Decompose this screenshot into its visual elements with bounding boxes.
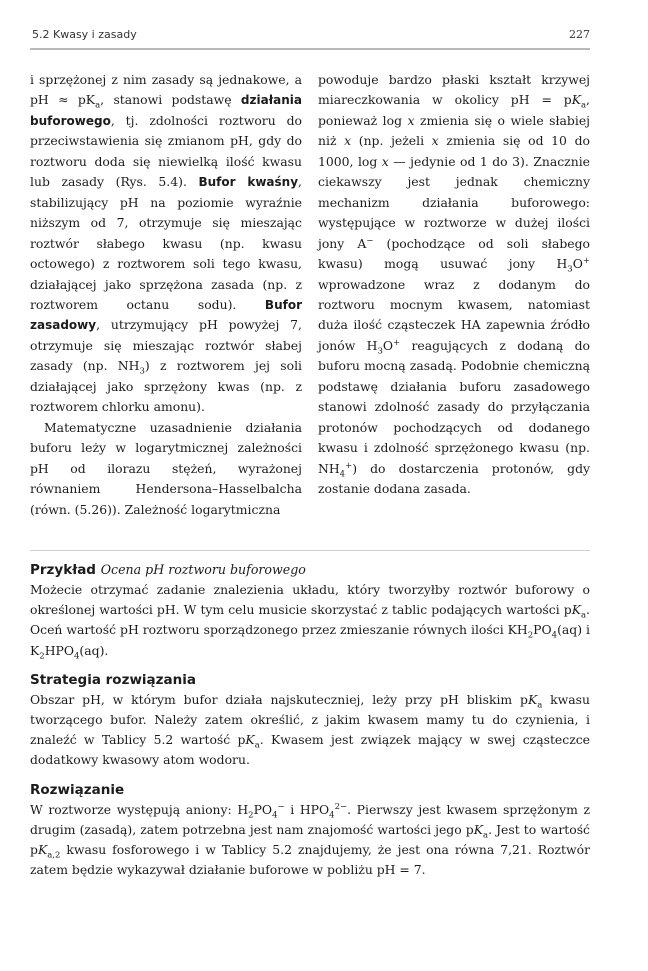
left-column: [30, 70, 302, 520]
strategy-heading: Strategia rozwiązania: [30, 671, 196, 688]
solution-section: [30, 781, 590, 881]
paragraph-buffer-definition: i sprzężonej z nim zasady są jednakowe, a pH ≈ $pK_a$, stanowi podstawę działania buforowego, tj. zdolności roztworu do przeciwstawienia się zmianom pH, gdy do roztworu doda się niewielką ilość kwasu lub zasady (Rys. 5.4). Bufor kwaśny, stabilizujący pH na poziomie wyraźnie niższym od 7, otrzymuje się mieszając roztwór słabego kwasu (np. kwasu octowego) z roztworem soli tego kwasu, działającej jako sprzężona zasada (np. z roztworem octanu sodu). Bufor zasadowy, utrzymujący pH powyżej 7, otrzymuje się mieszając roztwór słabej zasady (np. $NH_3$) z roztworem jej soli działającej jako sprzężony kwas (np. z roztworem chlorku amonu).: [30, 72, 303, 415]
strategy-text: Obszar pH, w którym bufor działa najskuteczniej, leży przy pH bliskim $pK_a$ kwasu tworzącego bufor. Należy zatem określić, z jakim kwasem mamy tu do czynienia, i znaleźć w Tablicy 5.2 wartość $pK_a$. Kwasem jest związek mający w swej cząsteczce dodatkowy kwasowy atom wodoru.: [30, 691, 590, 768]
example-box: [30, 560, 590, 890]
example-intro: [30, 560, 590, 661]
page-number: 227: [569, 28, 590, 41]
example-problem: Możecie otrzymać zadanie znalezienia układu, który tworzyłby roztwór buforowy o określonej wartości pH. W tym celu musicie skorzystać z tablic podających wartości $pK_a$. Oceń wartość pH roztworu sporządzonego przez zmieszanie równych ilości $KH_2PO_4(aq)$ i $K_2HPO_4(aq)$.: [30, 582, 590, 662]
section-title: 5.2 Kwasy i zasady: [32, 28, 137, 41]
solution-heading: Rozwiązanie: [30, 781, 125, 798]
term-buffer-action: działania buforowego: [30, 93, 303, 128]
term-acid-buffer: Bufor kwaśny: [198, 175, 299, 190]
paragraph-mathematical-basis: Matematyczne uzasadnienie działania buforu leży w logarytmicznej zależności pH od ilorazu stężeń, wyrażonej równaniem Hendersona–Hasselbalcha (równ. (5.26)). Zależność logarytmiczna: [30, 419, 302, 517]
strategy-section: [30, 671, 590, 771]
header-rule: [30, 48, 590, 50]
section-divider: [30, 550, 590, 551]
right-column: [318, 70, 590, 500]
running-header: [30, 22, 590, 42]
paragraph-mechanism: powoduje bardzo płaski kształt krzywej miareczkowania w okolicy pH = $pK_a$, ponieważ log x zmienia się o wiele słabiej niż x (np. jeżeli x zmienia się od 10 do 1000, log x — jedynie od 1 do 3). Znacznie ciekawszy jest jednak chemiczny mechanizm działania buforowego: występujące w roztworze w dużej ilości jony A− (pochodzące od soli słabego kwasu) mogą usuwać jony $H_3O^+$ wprowadzone wraz z dodanym do roztworu mocnym kwasem, natomiast duża ilość cząsteczek HA zapewnia źródło jonów $H_3O^+$ reagujących z dodaną do buforu mocną zasadą. Podobnie chemiczną podstawę działania buforu zasadowego stanowi zdolność zasady do przyłączania protonów pochodzących od dodanego kwasu i zdolność sprzężonego kwasu (np. $NH_4^+$) do dostarczenia protonów, gdy zostanie dodana zasada.: [318, 72, 590, 497]
example-subtitle: Ocena pH roztworu buforowego: [100, 562, 306, 577]
solution-text: W roztworze występują aniony: $H_2PO_4^-$ i $HPO_4^{2-}$. Pierwszy jest kwasem sprzężonym z drugim (zasadą), zatem potrzebna jest nam znajomość wartości jego $pK_a$. Jest to wartość $pK_{a,2}$ kwasu fosforowego i w Tablicy 5.2 znajdujemy, że jest ona równa 7,21. Roztwór zatem będzie wykazywał działanie buforowe w pobliżu pH = 7.: [30, 801, 590, 878]
term-basic-buffer: Bufor zasadowy: [30, 297, 302, 333]
example-heading: Przykład Ocena pH roztworu buforowego: [30, 562, 306, 578]
